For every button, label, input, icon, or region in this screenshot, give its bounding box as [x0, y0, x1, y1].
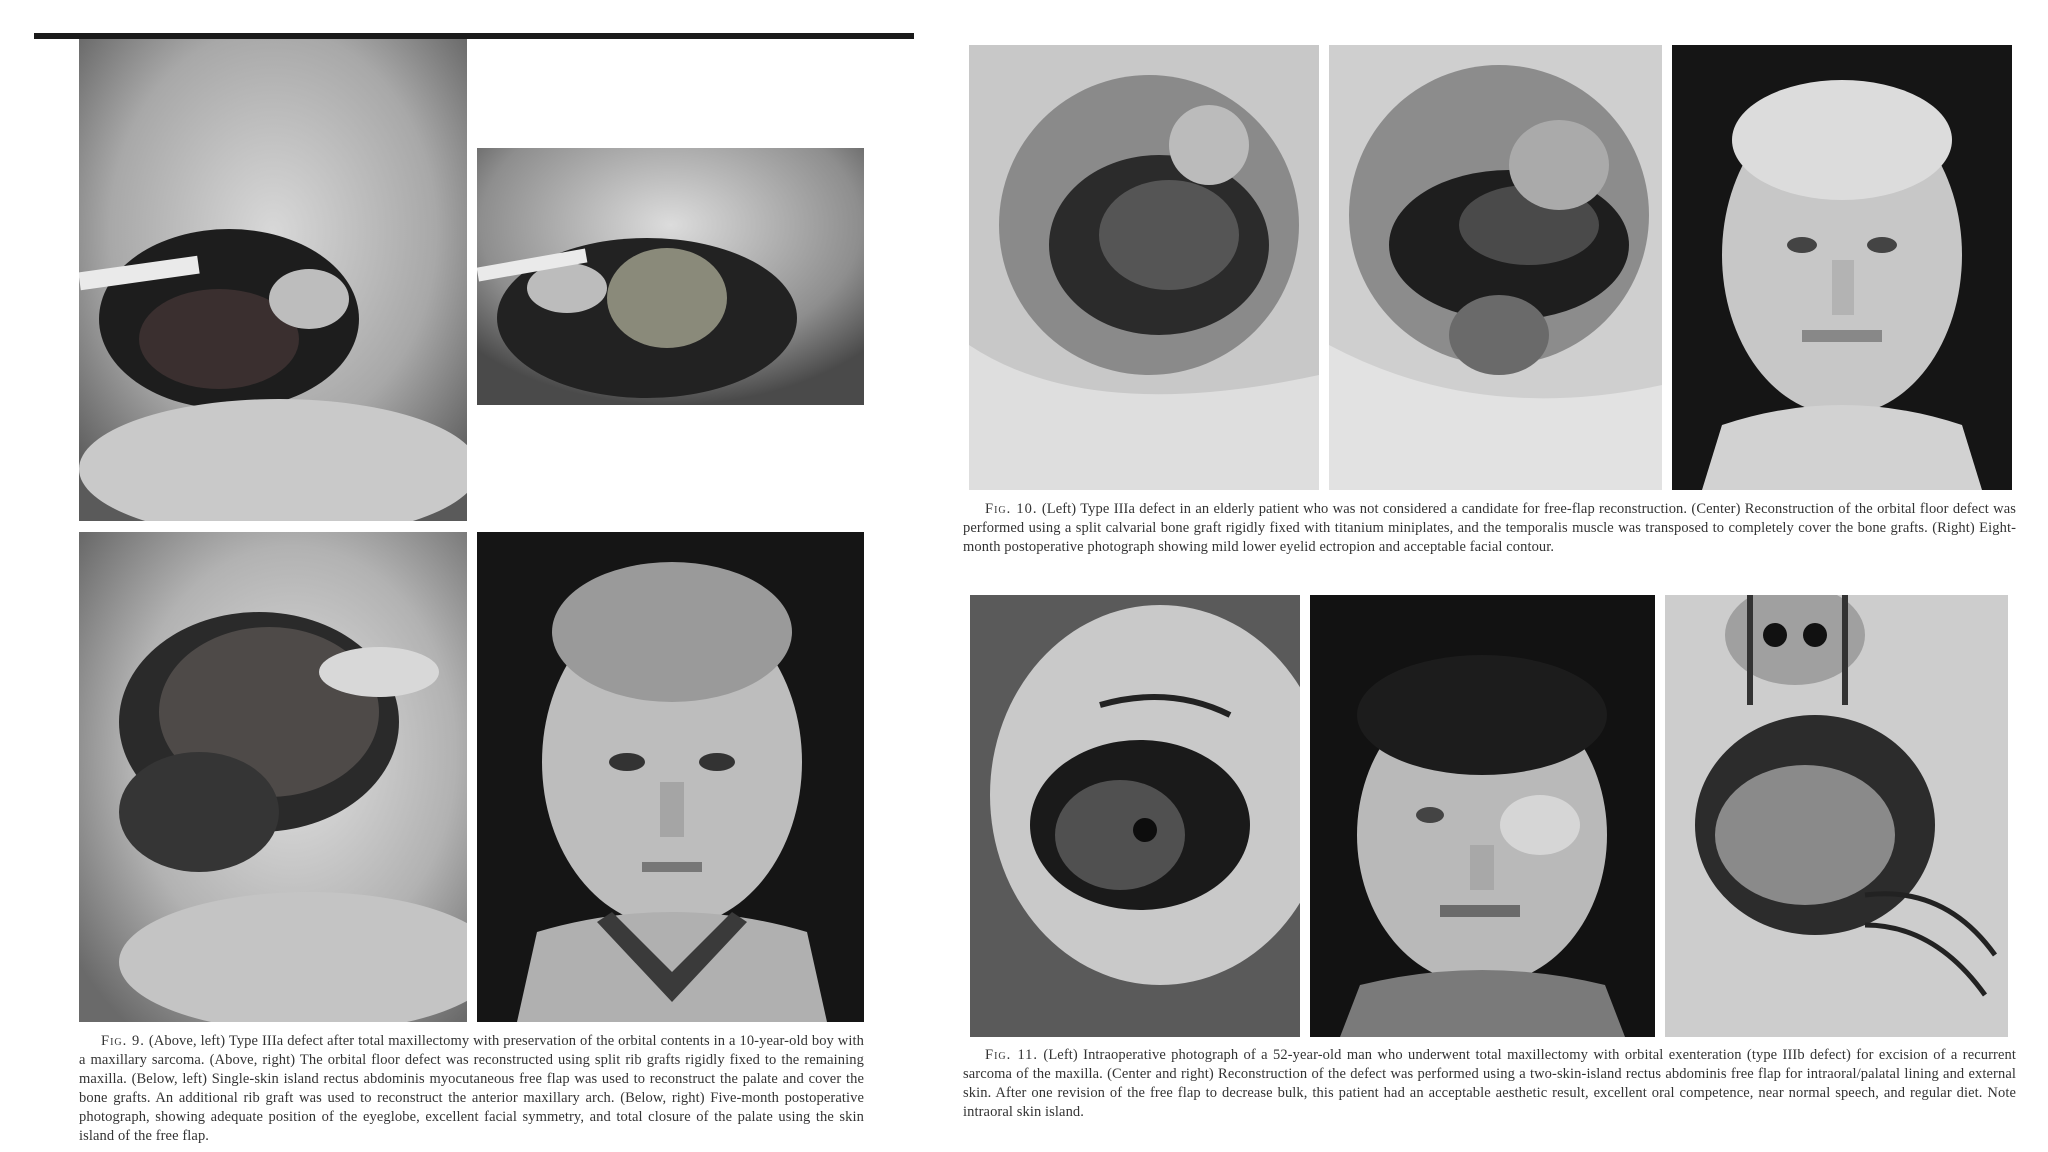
fig9-label: Fig. 9. [101, 1033, 145, 1049]
fig10-center-photo [1329, 45, 1662, 490]
fig9-above-right-photo [477, 148, 864, 405]
fig11-caption [963, 1046, 2016, 1122]
fig10-left-photo [969, 45, 1319, 490]
fig11-right-photo [1665, 595, 2008, 1037]
fig9-caption-text: (Above, left) Type IIIa defect after total maxillectomy with preservation of the orbital contents in a 10-year-old boy with a maxillary sarcoma. (Above, right) The orbital floor defect was reconstructed using split rib grafts rigidly fixed to the remaining maxilla. (Below, left) Single-skin island rectus abdominis myocutaneous free flap was used to reconstruct the palate and cover the bone grafts. An additional rib graft was used to reconstruct the anterior maxillary arch. (Below, right) Five-month postoperative photograph, showing adequate position of the eyeglobe, excellent facial symmetry, and total closure of the palate using the skin island of the free flap. [79, 1033, 864, 1144]
fig9-above-left-photo [79, 39, 467, 521]
fig10-right-photo [1672, 45, 2012, 490]
fig9-below-left-photo [79, 532, 467, 1022]
fig10-label: Fig. 10. [985, 501, 1038, 517]
fig10-caption-text: (Left) Type IIIa defect in an elderly patient who was not considered a candidate for free-flap reconstruction. (Center) Reconstruction of the orbital floor defect was performed using a split calvarial bone graft rigidly fixed with titanium miniplates, and the temporalis muscle was transposed to completely cover the bone grafts. (Right) Eight-month postoperative photograph showing mild lower eyelid ectropion and acceptable facial contour. [963, 501, 2016, 555]
fig9-below-right-photo [477, 532, 864, 1022]
fig9-caption [79, 1032, 864, 1146]
fig11-left-photo [970, 595, 1300, 1037]
fig11-caption-text: (Left) Intraoperative photograph of a 52-year-old man who underwent total maxillectomy with orbital exenteration (type IIIb defect) for excision of a recurrent sarcoma of the maxilla. (Center and right) Reconstruction of the defect was performed using a two-skin-island rectus abdominis free flap for intraoral/palatal lining and external skin. After one revision of the free flap to decrease bulk, this patient had an acceptable aesthetic result, excellent oral competence, near normal speech, and regular diet. Note intraoral skin island. [963, 1047, 2016, 1120]
fig11-label: Fig. 11. [985, 1047, 1039, 1063]
fig11-center-photo [1310, 595, 1655, 1037]
fig10-caption [963, 500, 2016, 557]
